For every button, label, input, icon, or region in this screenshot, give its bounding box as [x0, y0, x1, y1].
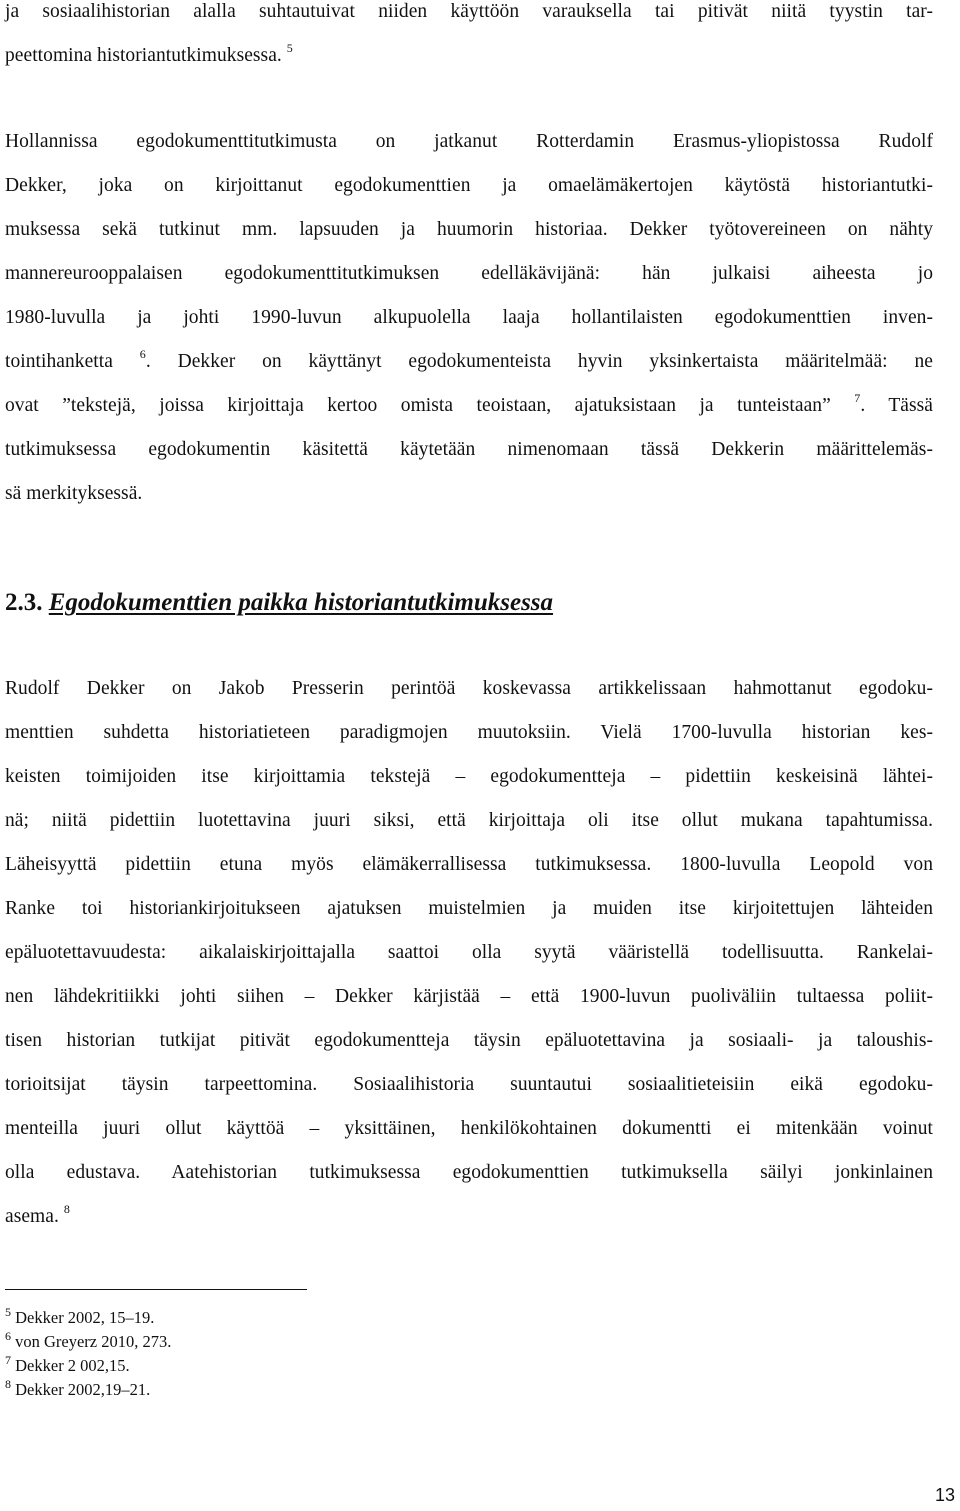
footnote-text: Dekker 2 002,15. [15, 1356, 130, 1375]
footnote-6 [5, 1329, 172, 1352]
footnote-ref-5: 5 [286, 41, 293, 55]
intro-line-2-text: peettomina historiantutkimuksessa. [5, 45, 282, 66]
p1-line-1: Hollannissa egodokumenttitutkimusta on jatkanut Rotterdamin Erasmus-yliopistossa Rudolf [5, 131, 933, 152]
p2-line-13 [5, 1202, 70, 1229]
p2-line-4: nä; niitä pidettiin luotettavina juuri siksi, että kirjoittaja oli itse ollut mukana tapahtumissa. [5, 810, 933, 831]
p2-line-7: epäluotettavuudesta: aikalaiskirjoittajalla saattoi olla syytä vääristellä todellisuutta. Rankelai- [5, 942, 933, 963]
footnote-text: Dekker 2002,19–21. [15, 1380, 151, 1399]
p1-line-9: sä merkityksessä. [5, 483, 143, 504]
footnote-number: 8 [5, 1377, 11, 1391]
p2-line-2: menttien suhdetta historiatieteen paradigmojen muutoksiin. Vielä 1700-luvulla historian kes- [5, 722, 933, 743]
p2-line-12: olla edustava. Aatehistorian tutkimuksessa egodokumenttien tutkimuksella säilyi jonkinlainen [5, 1162, 933, 1183]
p1-line-7 [5, 391, 933, 418]
footnote-number: 6 [5, 1329, 11, 1343]
footnote-text: Dekker 2002, 15–19. [15, 1308, 155, 1327]
intro-line-2 [5, 41, 293, 68]
p2-line-6: Ranke toi historiankirjoitukseen ajatuksen muistelmien ja muiden itse kirjoitettujen lähteiden [5, 898, 933, 919]
footnote-7 [5, 1353, 130, 1376]
section-heading [5, 589, 553, 617]
footnote-8 [5, 1377, 151, 1400]
footnote-ref-7: 7 [854, 391, 861, 405]
p1-line-5: 1980-luvulla ja johti 1990-luvun alkupuolella laaja hollantilaisten egodokumenttien inven- [5, 307, 933, 328]
page-number: 13 [934, 1485, 955, 1505]
section-title: Egodokumenttien paikka historiantutkimuksessa [48, 589, 554, 616]
p1-line-6-end: . Dekker on käyttänyt egodokumenteista hyvin yksinkertaista määritelmää: ne [145, 351, 933, 372]
footnote-separator [5, 1289, 307, 1290]
footnote-ref-6: 6 [139, 347, 146, 361]
p1-line-8: tutkimuksessa egodokumentin käsitettä käytetään nimenomaan tässä Dekkerin määrittelemäs- [5, 439, 933, 460]
footnote-ref-8: 8 [63, 1202, 70, 1216]
footnote-text: von Greyerz 2010, 273. [15, 1332, 172, 1351]
p2-line-10: torioitsijat täysin tarpeettomina. Sosiaalihistoria suuntautui sosiaalitieteisiin eikä egodoku- [5, 1074, 933, 1095]
p1-line-7-end: . Tässä [860, 395, 933, 416]
section-number: 2.3. [5, 589, 43, 616]
footnote-number: 7 [5, 1353, 11, 1367]
p1-line-4: mannereurooppalaisen egodokumenttitutkimuksen edelläkävijänä: hän julkaisi aiheesta jo [5, 263, 933, 284]
p2-line-8: nen lähdekritiikki johti siihen – Dekker kärjistää – että 1900-luvun puoliväliin tultaessa poliit- [5, 986, 933, 1007]
p2-line-9: tisen historian tutkijat pitivät egodokumentteja täysin epäluotettavina ja sosiaali- ja taloushis- [5, 1030, 933, 1051]
p1-line-3: muksessa sekä tutkinut mm. lapsuuden ja huumorin historiaa. Dekker työtovereineen on nähty [5, 219, 933, 240]
footnote-5 [5, 1305, 155, 1328]
p1-line-6-start: tointihanketta [5, 351, 140, 372]
p2-line-5: Läheisyyttä pidettiin etuna myös elämäkerrallisessa tutkimuksessa. 1800-luvulla Leopold von [5, 854, 933, 875]
p1-line-7-start: ovat ”tekstejä, joissa kirjoittaja kertoo omista teoistaan, ajatuksistaan ja tunteistaan” [5, 395, 855, 416]
p2-line-1: Rudolf Dekker on Jakob Presserin perintöä koskevassa artikkelissaan hahmottanut egodoku- [5, 678, 933, 699]
p2-line-11: menteilla juuri ollut käyttöä – yksittäinen, henkilökohtainen dokumentti ei mitenkään voinut [5, 1118, 933, 1139]
footnote-number: 5 [5, 1305, 11, 1319]
p1-line-2: Dekker, joka on kirjoittanut egodokumenttien ja omaelämäkertojen käytöstä historiantutki- [5, 175, 933, 196]
p2-line-13-text: asema. [5, 1206, 59, 1227]
intro-line-1: ja sosiaalihistorian alalla suhtautuivat niiden käyttöön varauksella tai pitivät niitä tyystin tar- [5, 1, 933, 22]
p2-line-3: keisten toimijoiden itse kirjoittamia tekstejä – egodokumentteja – pidettiin keskeisinä lähtei- [5, 766, 933, 787]
p1-line-6 [5, 347, 933, 374]
